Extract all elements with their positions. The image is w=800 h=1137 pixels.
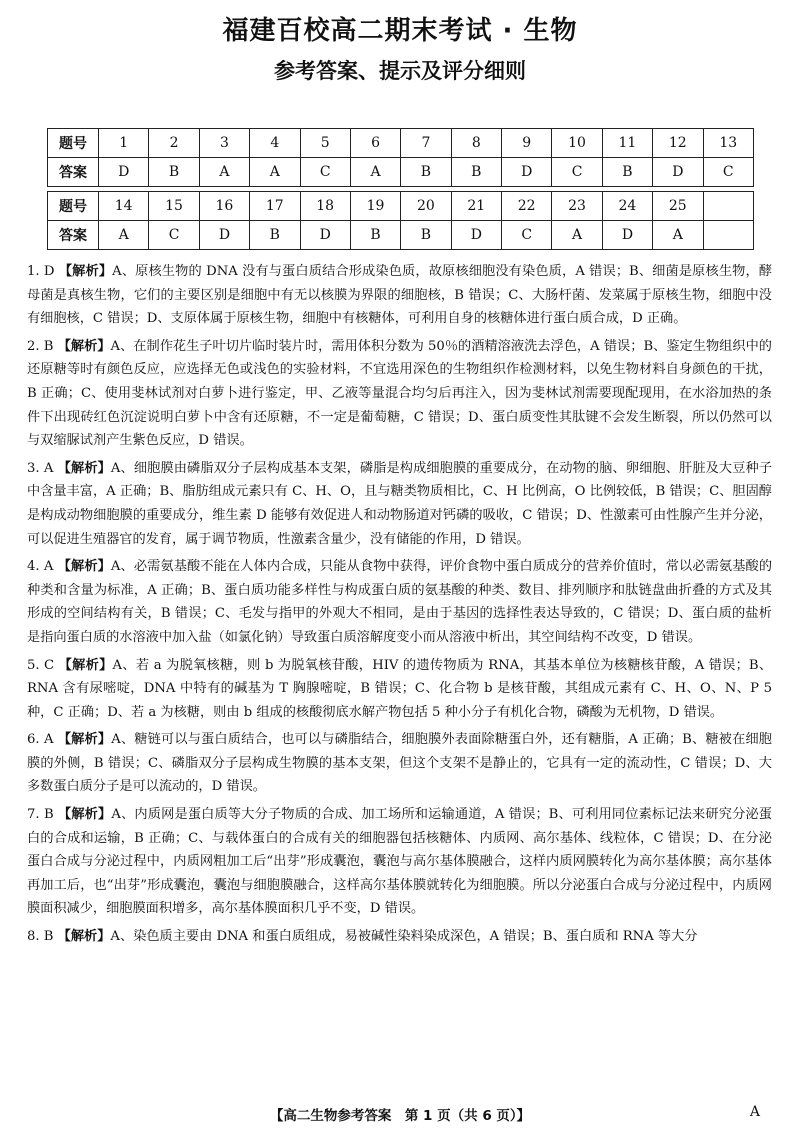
answer-letter-cell: B — [401, 158, 451, 187]
explanation-text: A、若 a 为脱氧核糖，则 b 为脱氧核苷酸，HIV 的遗传物质为 RNA，其基本单位为核糖核苷酸，A 错误；B、RNA 含有尿嘧啶，DNA 中特有的碱基为 T 胸腺嘧啶，B 错误；C、化合物 b 是核苷酸，其组成元素有 C、H、O、N、P 5 种，C 正确；D、若 a 为核糖，则由 b 组成的核酸彻底水解产物包括 5 种小分子有机化合物，磷酸为无机物，D 错误。 — [27, 657, 773, 720]
answer-letter-cell: D — [300, 221, 350, 250]
explanation-number: 8. B — [27, 929, 58, 945]
explanation-number: 4. A — [27, 559, 58, 575]
explanation-text: A、在制作花生子叶切片临时装片时，需用体积分数为 50％的酒精溶液洗去浮色，A 错误；B、鉴定生物组织中的还原糖等时有颜色反应，应选择无色或浅色的实验材料，不宜选用深色的生物组织作检测材料，以免生物材料自身颜色的干扰，B 正确；C、使用斐林试剂对白萝卜进行鉴定，甲、乙液等量混合均匀后再注入，因为斐林试剂需要现配现用，在水浴加热的条件下出现砖红色沉淀说明白萝卜中含有还原糖，不一定是葡萄糖，C 错误；D、蛋白质变性其肽键不会发生断裂，所以仍然可以与双缩脲试剂产生紫色反应，D 错误。 — [27, 338, 772, 449]
question-number-cell: 15 — [149, 192, 199, 221]
answer-letter-cell: A — [350, 158, 400, 187]
question-number-row — [48, 192, 754, 221]
question-number-cell: 25 — [653, 192, 703, 221]
analysis-tag: 【解析】 — [57, 338, 111, 354]
question-number-cell: 4 — [250, 129, 300, 158]
question-number-cell: 5 — [300, 129, 350, 158]
answer-letter-cell: C — [502, 221, 552, 250]
row-label-number: 题号 — [48, 129, 99, 158]
analysis-tag: 【解析】 — [58, 264, 113, 279]
answer-letter-cell: D — [602, 221, 652, 250]
question-number-cell: 19 — [350, 192, 400, 221]
explanation-number: 7. B — [27, 807, 58, 823]
explanation-item — [27, 555, 772, 649]
explanation-text: A、染色质主要由 DNA 和蛋白质组成，易被碱性染料染成深色，A 错误；B、蛋白质和 RNA 等大分 — [110, 929, 698, 945]
explanation-number: 1. D — [27, 264, 59, 279]
question-number-cell: 13 — [703, 129, 754, 158]
question-number-cell: 20 — [401, 192, 451, 221]
question-number-cell: 24 — [602, 192, 652, 221]
question-number-row — [48, 129, 754, 158]
answer-letter-cell: B — [350, 221, 400, 250]
question-number-cell: 11 — [602, 129, 652, 158]
question-number-cell — [703, 192, 754, 221]
answer-letter-cell: B — [401, 221, 451, 250]
question-number-cell: 17 — [250, 192, 300, 221]
answer-key-table — [47, 128, 754, 250]
answer-letter-cell: C — [703, 158, 754, 187]
answer-letter-cell: B — [451, 158, 501, 187]
answer-letter-cell: C — [149, 221, 199, 250]
answer-letter-cell: B — [602, 158, 652, 187]
row-label-answer: 答案 — [48, 221, 99, 250]
question-number-cell: 9 — [502, 129, 552, 158]
analysis-tag: 【解析】 — [57, 732, 112, 748]
answer-letter-cell: D — [99, 158, 149, 187]
answer-letter-cell: A — [552, 221, 602, 250]
answer-letter-cell: C — [300, 158, 350, 187]
question-number-cell: 1 — [99, 129, 149, 158]
question-number-cell: 22 — [502, 192, 552, 221]
explanation-item — [27, 654, 772, 725]
page-footer: 【高二生物参考答案 第 1 页（共 6 页）】 — [269, 1108, 531, 1124]
answer-letter-cell: A — [653, 221, 703, 250]
analysis-tag: 【解析】 — [57, 559, 111, 575]
answer-letter-cell: A — [99, 221, 149, 250]
explanation-number: 5. C — [27, 657, 59, 673]
question-number-cell: 6 — [350, 129, 400, 158]
answer-letter-cell: D — [502, 158, 552, 187]
question-number-cell: 8 — [451, 129, 501, 158]
explanation-item — [27, 803, 772, 921]
page-subtitle: 参考答案、提示及评分细则 — [274, 59, 526, 83]
answer-letter-cell: A — [199, 158, 249, 187]
answer-letter-cell: D — [451, 221, 501, 250]
question-number-cell: 23 — [552, 192, 602, 221]
explanation-text: A、糖链可以与蛋白质结合，也可以与磷脂结合，细胞膜外表面除糖蛋白外，还有糖脂，A 正确；B、糖被在细胞膜的外侧，B 错误；C、磷脂双分子层构成生物膜的基本支架，但这个支架不是静止的，它具有一定的流动性，C 错误；D、大多数蛋白质分子是可以流动的，D 错误。 — [27, 732, 772, 795]
explanation-text: A、细胞膜由磷脂双分子层构成基本支架，磷脂是构成细胞膜的重要成分，在动物的脑、卵细胞、肝脏及大豆种子中含量丰富，A 正确；B、脂肪组成元素只有 C、H、O，且与糖类物质相比，C、H 比例高，O 比例较低，B 错误；C、胆固醇是构成动物细胞膜的重要成分，维生素 D 能够有效促进人和动物肠道对钙磷的吸收，C 错误；D、性激素可由性腺产生并分泌，可以促进生殖器官的发育，属于调节物质，性激素含量少，没有储能的作用，D 错误。 — [27, 460, 773, 547]
question-number-cell: 21 — [451, 192, 501, 221]
answer-letter-cell: D — [199, 221, 249, 250]
analysis-tag: 【解析】 — [57, 807, 112, 823]
question-number-cell: 7 — [401, 129, 451, 158]
question-number-cell: 10 — [552, 129, 602, 158]
answer-letter-cell: C — [552, 158, 602, 187]
explanation-item — [27, 925, 772, 949]
question-number-cell: 12 — [653, 129, 703, 158]
question-number-cell: 2 — [149, 129, 199, 158]
answer-letter-cell — [703, 221, 754, 250]
explanation-text: A、必需氨基酸不能在人体内合成，只能从食物中获得，评价食物中蛋白质成分的营养价值时，常以必需氨基酸的种类和含量为标准，A 正确；B、蛋白质功能多样性与构成蛋白质的氨基酸的种类、数目、排列顺序和肽链盘曲折叠的方式及其形成的空间结构有关，B 错误；C、毛发与指甲的外观大不相同，是由于基因的选择性表达导致的，C 错误；D、蛋白质的盐析是指向蛋白质的水溶液中加入盐（如氯化钠）导致蛋白质溶解度变小而从溶液中析出，其空间结构不改变，D 错误。 — [27, 559, 773, 645]
answer-letter-cell: A — [250, 158, 300, 187]
page-title: 福建百校高二期末考试 · 生物 — [222, 16, 578, 46]
explanation-number: 3. A — [27, 460, 58, 476]
answer-letter-cell: B — [250, 221, 300, 250]
row-label-answer: 答案 — [48, 158, 99, 187]
question-number-cell: 3 — [199, 129, 249, 158]
question-number-cell: 16 — [199, 192, 249, 221]
explanation-item — [27, 728, 772, 799]
explanation-number: 2. B — [27, 338, 58, 354]
question-number-cell: 14 — [99, 192, 149, 221]
answer-row — [48, 221, 754, 250]
explanation-item — [27, 335, 772, 453]
paper-version-mark: A — [749, 1104, 760, 1120]
explanation-item — [27, 260, 772, 331]
answer-letter-cell: B — [149, 158, 199, 187]
explanation-item — [27, 457, 772, 551]
explanation-text: A、原核生物的 DNA 没有与蛋白质结合形成染色质，故原核细胞没有染色质，A 错误；B、细菌是原核生物，酵母菌是真核生物，它们的主要区别是细胞中有无以核膜为界限的细胞核，B 错误；C、大肠杆菌、发菜属于原核生物，细胞中没有细胞核，C 错误；D、支原体属于原核生物，细胞中有核糖体，可利用自身的核糖体进行蛋白质合成，D 正确。 — [27, 264, 773, 327]
explanation-number: 6. A — [27, 732, 58, 748]
answer-letter-cell: D — [653, 158, 703, 187]
explanations-list — [27, 260, 772, 953]
analysis-tag: 【解析】 — [58, 657, 113, 673]
explanation-text: A、内质网是蛋白质等大分子物质的合成、加工场所和运输通道，A 错误；B、可利用同位素标记法来研究分泌蛋白的合成和运输，B 正确；C、与载体蛋白的合成有关的细胞器包括核糖体、内质网、高尔基体、线粒体，C 错误；D、在分泌蛋白合成与分泌过程中，内质网粗加工后“出芽”形成囊泡，囊泡与高尔基体膜融合，这样内质网膜转化为高尔基体膜；高尔基体再加工后，也“出芽”形成囊泡，囊泡与细胞膜融合，这样高尔基体膜就转化为细胞膜。所以分泌蛋白合成与分泌过程中，内质网膜面积减少，细胞膜面积增多，高尔基体膜面积几乎不变，D 错误。 — [27, 807, 772, 917]
answer-row — [48, 158, 754, 187]
row-label-number: 题号 — [48, 192, 99, 221]
question-number-cell: 18 — [300, 192, 350, 221]
analysis-tag: 【解析】 — [57, 460, 111, 476]
analysis-tag: 【解析】 — [57, 929, 111, 945]
